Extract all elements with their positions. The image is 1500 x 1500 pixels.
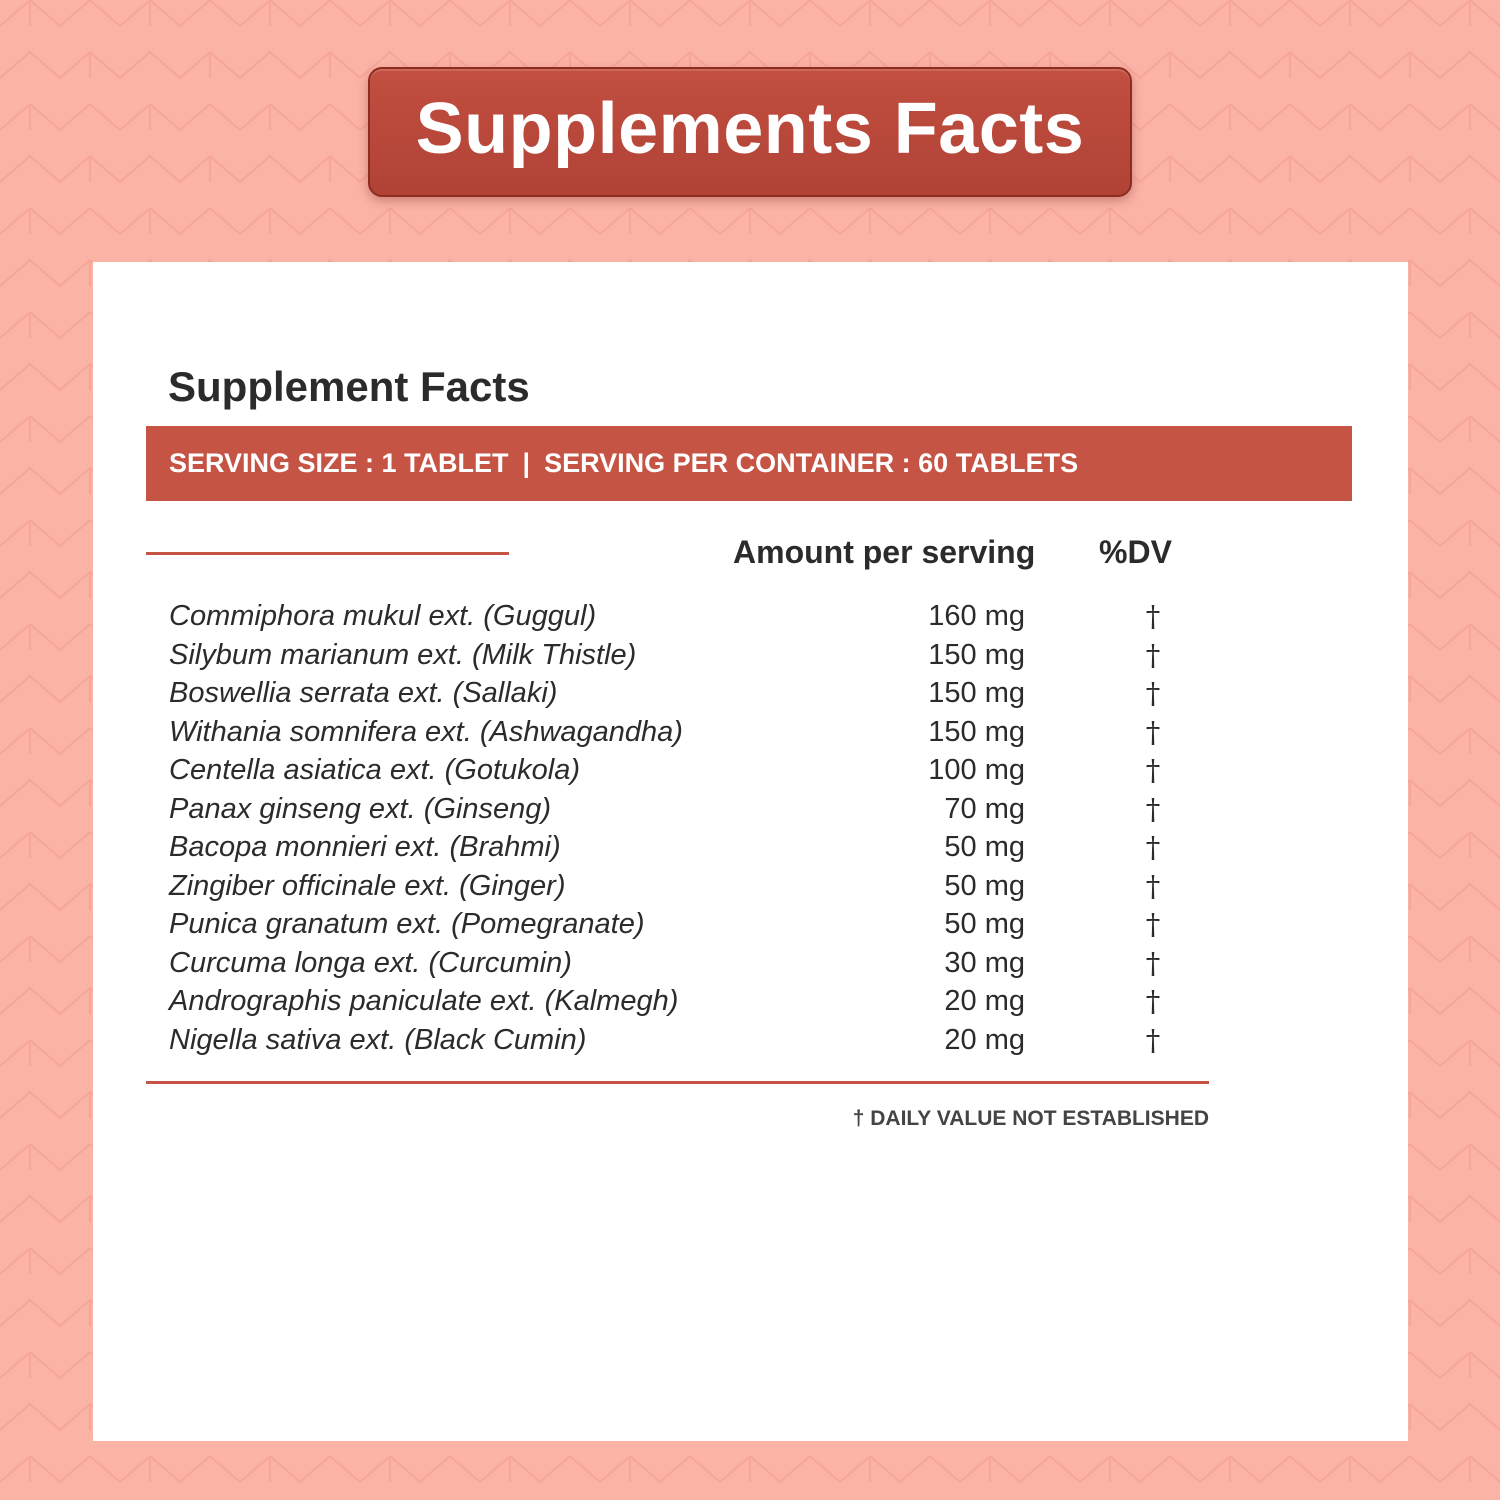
- banner-title: Supplements Facts: [415, 89, 1085, 169]
- ingredient-name: Centella asiatica ext. (Gotukola): [169, 754, 581, 786]
- ingredient-dv: †: [1145, 945, 1161, 980]
- ingredient-row: [93, 944, 1408, 983]
- dv-column-header: %DV: [1099, 534, 1172, 570]
- title-banner: [368, 67, 1132, 197]
- ingredient-name: Nigella sativa ext. (Black Cumin): [169, 1023, 587, 1056]
- serving-info-bar: [146, 426, 1352, 501]
- ingredient-name: Withania somnifera ext. (Ashwagandha): [169, 715, 683, 748]
- serving-size: SERVING SIZE : 1 TABLET: [169, 448, 509, 478]
- ingredient-dv: †: [1145, 676, 1161, 710]
- ingredient-row: [93, 636, 1408, 675]
- ingredient-amount: 20 mg: [944, 1023, 1025, 1056]
- ingredient-name: Punica granatum ext. (Pomegranate): [169, 908, 645, 940]
- ingredient-name: Silybum marianum ext. (Milk Thistle): [169, 638, 637, 671]
- amount-column-header: Amount per serving: [733, 534, 1036, 570]
- ingredient-row: [93, 1021, 1408, 1060]
- ingredient-dv: †: [1145, 637, 1161, 672]
- ingredient-amount: 150 mg: [928, 677, 1025, 709]
- ingredient-amount: 150 mg: [928, 638, 1025, 671]
- ingredient-amount: 30 mg: [944, 946, 1025, 979]
- ingredient-dv: †: [1145, 984, 1161, 1018]
- ingredient-amount: 50 mg: [944, 908, 1025, 940]
- ingredient-dv: †: [1145, 599, 1161, 633]
- ingredient-amount: 160 mg: [928, 600, 1025, 632]
- ingredient-row: [93, 597, 1408, 636]
- ingredient-amount: 100 mg: [928, 754, 1025, 786]
- ingredient-dv: †: [1145, 830, 1161, 864]
- ingredient-amount: 50 mg: [944, 831, 1025, 863]
- ingredient-name: Andrographis paniculate ext. (Kalmegh): [169, 985, 679, 1017]
- ingredient-row: [93, 674, 1408, 713]
- ingredient-row: [93, 828, 1408, 867]
- facts-title: Supplement Facts: [168, 363, 530, 410]
- ingredient-amount: 20 mg: [944, 985, 1025, 1017]
- ingredient-row: [93, 713, 1408, 752]
- ingredient-amount: 150 mg: [928, 715, 1025, 748]
- daily-value-footnote: † DAILY VALUE NOT ESTABLISHED: [852, 1107, 1209, 1130]
- ingredient-row: [93, 790, 1408, 829]
- header-divider: [146, 552, 509, 555]
- ingredient-name: Boswellia serrata ext. (Sallaki): [169, 677, 558, 709]
- ingredient-name: Curcuma longa ext. (Curcumin): [169, 946, 572, 979]
- ingredient-dv: †: [1145, 907, 1161, 941]
- ingredient-dv: †: [1145, 868, 1161, 903]
- ingredient-name: Commiphora mukul ext. (Guggul): [169, 600, 597, 632]
- ingredient-list: [93, 597, 1408, 1059]
- ingredient-row: [93, 867, 1408, 906]
- ingredient-amount: 50 mg: [944, 869, 1025, 902]
- ingredient-dv: †: [1145, 753, 1161, 787]
- footer-divider: [146, 1081, 1209, 1084]
- ingredient-row: [93, 905, 1408, 944]
- ingredient-row: [93, 982, 1408, 1021]
- servings-per-container: SERVING PER CONTAINER : 60 TABLETS: [544, 448, 1079, 478]
- serving-separator: |: [522, 448, 531, 478]
- ingredient-dv: †: [1145, 1022, 1161, 1057]
- ingredient-name: Bacopa monnieri ext. (Brahmi): [169, 831, 561, 863]
- ingredient-dv: †: [1145, 714, 1161, 749]
- ingredient-dv: †: [1145, 791, 1161, 826]
- ingredient-amount: 70 mg: [944, 792, 1025, 825]
- ingredient-name: Zingiber officinale ext. (Ginger): [169, 869, 566, 902]
- supplement-facts-card: [93, 262, 1408, 1441]
- ingredient-name: Panax ginseng ext. (Ginseng): [169, 792, 552, 825]
- ingredient-row: [93, 751, 1408, 790]
